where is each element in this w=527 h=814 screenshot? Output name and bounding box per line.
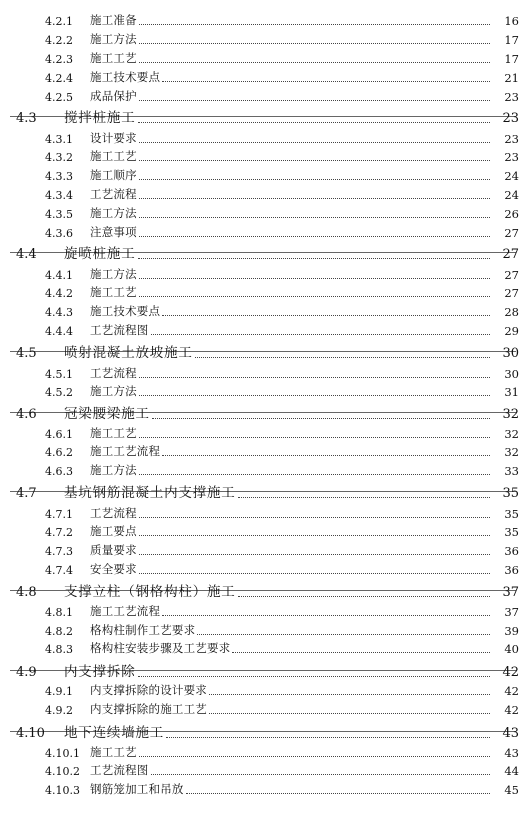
entry-number: 4.8.1 bbox=[45, 606, 73, 619]
dot-leader bbox=[139, 534, 490, 536]
dot-leader bbox=[139, 197, 490, 199]
entry-page-number: 43 bbox=[502, 726, 519, 741]
entry-page-number: 23 bbox=[504, 150, 519, 164]
entry-page-number: 29 bbox=[504, 324, 519, 338]
entry-page-number: 26 bbox=[504, 207, 519, 221]
dot-leader bbox=[151, 773, 491, 775]
entry-title: 内支撑拆除的施工工艺 bbox=[90, 702, 207, 716]
dot-leader bbox=[195, 356, 490, 358]
entry-number: 4.3.3 bbox=[45, 170, 73, 183]
toc-subsection-entry[interactable] bbox=[0, 521, 527, 539]
dot-leader bbox=[139, 277, 490, 279]
entry-number: 4.9.1 bbox=[45, 685, 73, 698]
dot-leader bbox=[139, 159, 490, 161]
dot-leader bbox=[139, 755, 490, 757]
toc-subsection-entry[interactable] bbox=[0, 760, 527, 778]
entry-title: 施工技术要点 bbox=[90, 70, 161, 84]
entry-page-number: 36 bbox=[504, 544, 519, 558]
entry-title: 工艺流程 bbox=[90, 506, 137, 520]
dot-leader bbox=[139, 394, 490, 396]
toc-subsection-entry[interactable] bbox=[0, 503, 527, 521]
toc-subsection-entry[interactable] bbox=[0, 301, 527, 319]
entry-number: 4.6.1 bbox=[45, 428, 73, 441]
dot-leader bbox=[139, 141, 490, 143]
entry-title: 工艺流程图 bbox=[90, 323, 149, 337]
entry-title: 格构柱安装步骤及工艺要求 bbox=[90, 641, 231, 655]
entry-title: 施工方法 bbox=[90, 206, 137, 220]
toc-subsection-entry[interactable] bbox=[0, 184, 527, 202]
dot-leader bbox=[139, 572, 490, 574]
toc-section-entry[interactable] bbox=[0, 660, 527, 680]
entry-number: 4.3 bbox=[16, 111, 37, 126]
entry-title: 施工方法 bbox=[90, 384, 137, 398]
entry-number: 4.2.4 bbox=[45, 72, 73, 85]
dot-leader bbox=[238, 496, 490, 498]
entry-page-number: 32 bbox=[502, 407, 519, 422]
entry-title: 施工方法 bbox=[90, 463, 137, 477]
entry-title: 基坑钢筋混凝土内支撑施工 bbox=[64, 485, 236, 501]
entry-title: 施工方法 bbox=[90, 267, 137, 281]
entry-title: 喷射混凝土放坡施工 bbox=[64, 345, 193, 361]
dot-leader bbox=[162, 614, 490, 616]
entry-title: 施工准备 bbox=[90, 13, 137, 27]
entry-number: 4.7.4 bbox=[45, 564, 73, 577]
entry-title: 施工方法 bbox=[90, 32, 137, 46]
entry-page-number: 17 bbox=[504, 33, 519, 47]
entry-number: 4.8 bbox=[16, 585, 37, 600]
dot-leader bbox=[232, 651, 490, 653]
toc-subsection-entry[interactable] bbox=[0, 165, 527, 183]
entry-number: 4.4.4 bbox=[45, 325, 73, 338]
entry-number: 4.5 bbox=[16, 346, 37, 361]
toc-subsection-entry[interactable] bbox=[0, 363, 527, 381]
entry-number: 4.3.5 bbox=[45, 208, 73, 221]
entry-title: 施工工艺 bbox=[90, 285, 137, 299]
toc-subsection-entry[interactable] bbox=[0, 48, 527, 66]
toc-subsection-entry[interactable] bbox=[0, 86, 527, 104]
entry-page-number: 35 bbox=[502, 486, 519, 501]
toc-subsection-entry[interactable] bbox=[0, 559, 527, 577]
entry-page-number: 30 bbox=[502, 346, 519, 361]
entry-number: 4.7.1 bbox=[45, 508, 73, 521]
toc-subsection-entry[interactable] bbox=[0, 423, 527, 441]
dot-leader bbox=[209, 712, 490, 714]
dot-leader bbox=[166, 736, 490, 738]
dot-leader bbox=[139, 61, 490, 63]
entry-page-number: 30 bbox=[504, 367, 519, 381]
entry-page-number: 35 bbox=[504, 525, 519, 539]
dot-leader bbox=[139, 42, 490, 44]
dot-leader bbox=[162, 314, 490, 316]
entry-number: 4.4 bbox=[16, 247, 37, 262]
entry-number: 4.7 bbox=[16, 486, 37, 501]
entry-title: 施工技术要点 bbox=[90, 304, 161, 318]
toc-subsection-entry[interactable] bbox=[0, 128, 527, 146]
entry-number: 4.2.5 bbox=[45, 91, 73, 104]
entry-number: 4.5.1 bbox=[45, 368, 73, 381]
entry-title: 安全要求 bbox=[90, 562, 137, 576]
entry-page-number: 39 bbox=[504, 624, 519, 638]
dot-leader bbox=[138, 121, 491, 123]
toc-subsection-entry[interactable] bbox=[0, 222, 527, 240]
dot-leader bbox=[162, 80, 490, 82]
entry-title: 施工工艺 bbox=[90, 51, 137, 65]
entry-number: 4.9 bbox=[16, 665, 37, 680]
toc-section-entry[interactable] bbox=[0, 402, 527, 422]
toc-subsection-entry[interactable] bbox=[0, 779, 527, 797]
entry-page-number: 16 bbox=[504, 14, 519, 28]
entry-title: 工艺流程 bbox=[90, 187, 137, 201]
entry-page-number: 23 bbox=[502, 111, 519, 126]
toc-subsection-entry[interactable] bbox=[0, 699, 527, 717]
dot-leader bbox=[139, 178, 490, 180]
toc-subsection-entry[interactable] bbox=[0, 680, 527, 698]
dot-leader bbox=[162, 454, 490, 456]
entry-number: 4.2.3 bbox=[45, 53, 73, 66]
toc-subsection-entry[interactable] bbox=[0, 381, 527, 399]
entry-number: 4.8.2 bbox=[45, 625, 73, 638]
entry-title: 施工工艺流程 bbox=[90, 444, 161, 458]
entry-title: 质量要求 bbox=[90, 543, 137, 557]
entry-number: 4.4.3 bbox=[45, 306, 73, 319]
toc-section-entry[interactable] bbox=[0, 341, 527, 361]
entry-page-number: 42 bbox=[502, 665, 519, 680]
toc-section-entry[interactable] bbox=[0, 481, 527, 501]
toc-subsection-entry[interactable] bbox=[0, 282, 527, 300]
entry-page-number: 24 bbox=[504, 188, 519, 202]
entry-title: 施工顺序 bbox=[90, 168, 137, 182]
toc-subsection-entry[interactable] bbox=[0, 441, 527, 459]
entry-number: 4.10 bbox=[16, 726, 45, 741]
entry-title: 施工工艺 bbox=[90, 426, 137, 440]
entry-number: 4.3.6 bbox=[45, 227, 73, 240]
entry-page-number: 32 bbox=[504, 427, 519, 441]
entry-page-number: 27 bbox=[502, 247, 519, 262]
dot-leader bbox=[139, 436, 490, 438]
entry-number: 4.3.4 bbox=[45, 189, 73, 202]
dot-leader bbox=[139, 235, 490, 237]
dot-leader bbox=[151, 333, 491, 335]
dot-leader bbox=[197, 633, 490, 635]
toc-subsection-entry[interactable] bbox=[0, 203, 527, 221]
entry-page-number: 45 bbox=[504, 783, 519, 797]
toc-section-entry[interactable] bbox=[0, 580, 527, 600]
dot-leader bbox=[139, 516, 490, 518]
dot-leader bbox=[139, 99, 490, 101]
entry-title: 施工工艺 bbox=[90, 149, 137, 163]
entry-page-number: 21 bbox=[504, 71, 519, 85]
entry-page-number: 23 bbox=[504, 90, 519, 104]
entry-title: 成品保护 bbox=[90, 89, 137, 103]
toc-subsection-entry[interactable] bbox=[0, 601, 527, 619]
toc-subsection-entry[interactable] bbox=[0, 264, 527, 282]
toc-subsection-entry[interactable] bbox=[0, 540, 527, 558]
entry-title: 内支撑拆除 bbox=[64, 664, 136, 680]
toc-subsection-entry[interactable] bbox=[0, 10, 527, 28]
entry-number: 4.10.3 bbox=[45, 784, 80, 797]
dot-leader bbox=[139, 473, 490, 475]
dot-leader bbox=[209, 693, 490, 695]
toc-subsection-entry[interactable] bbox=[0, 29, 527, 47]
entry-title: 施工工艺 bbox=[90, 745, 137, 759]
entry-page-number: 27 bbox=[504, 268, 519, 282]
entry-title: 格构柱制作工艺要求 bbox=[90, 623, 196, 637]
entry-title: 施工工艺流程 bbox=[90, 604, 161, 618]
entry-page-number: 35 bbox=[504, 507, 519, 521]
entry-number: 4.5.2 bbox=[45, 386, 73, 399]
dot-leader bbox=[138, 675, 491, 677]
entry-title: 旋喷桩施工 bbox=[64, 246, 136, 262]
toc-subsection-entry[interactable] bbox=[0, 146, 527, 164]
entry-number: 4.9.2 bbox=[45, 704, 73, 717]
entry-page-number: 23 bbox=[504, 132, 519, 146]
dot-leader bbox=[139, 23, 490, 25]
dot-leader bbox=[186, 792, 490, 794]
dot-leader bbox=[139, 216, 490, 218]
entry-page-number: 31 bbox=[504, 385, 519, 399]
entry-title: 冠梁腰梁施工 bbox=[64, 406, 150, 422]
entry-number: 4.4.2 bbox=[45, 287, 73, 300]
entry-number: 4.4.1 bbox=[45, 269, 73, 282]
entry-page-number: 43 bbox=[504, 746, 519, 760]
entry-page-number: 27 bbox=[504, 226, 519, 240]
entry-title: 支撑立柱（钢格构柱）施工 bbox=[64, 584, 236, 600]
toc-subsection-entry[interactable] bbox=[0, 320, 527, 338]
entry-number: 4.6.3 bbox=[45, 465, 73, 478]
toc-section-entry[interactable] bbox=[0, 721, 527, 741]
entry-title: 工艺流程 bbox=[90, 366, 137, 380]
entry-number: 4.7.2 bbox=[45, 526, 73, 539]
dot-leader bbox=[138, 257, 491, 259]
dot-leader bbox=[139, 295, 490, 297]
entry-page-number: 17 bbox=[504, 52, 519, 66]
entry-page-number: 44 bbox=[504, 764, 519, 778]
toc-subsection-entry[interactable] bbox=[0, 620, 527, 638]
entry-page-number: 36 bbox=[504, 563, 519, 577]
toc-subsection-entry[interactable] bbox=[0, 67, 527, 85]
entry-title: 内支撑拆除的设计要求 bbox=[90, 683, 207, 697]
entry-page-number: 37 bbox=[502, 585, 519, 600]
dot-leader bbox=[139, 376, 490, 378]
entry-page-number: 24 bbox=[504, 169, 519, 183]
entry-number: 4.6 bbox=[16, 407, 37, 422]
entry-number: 4.7.3 bbox=[45, 545, 73, 558]
entry-page-number: 37 bbox=[504, 605, 519, 619]
entry-page-number: 27 bbox=[504, 286, 519, 300]
toc-section-entry[interactable] bbox=[0, 106, 527, 126]
toc-subsection-entry[interactable] bbox=[0, 460, 527, 478]
entry-number: 4.3.1 bbox=[45, 133, 73, 146]
entry-number: 4.2.2 bbox=[45, 34, 73, 47]
entry-title: 工艺流程图 bbox=[90, 763, 149, 777]
dot-leader bbox=[139, 553, 490, 555]
entry-number: 4.2.1 bbox=[45, 15, 73, 28]
entry-number: 4.10.2 bbox=[45, 765, 80, 778]
entry-page-number: 40 bbox=[504, 642, 519, 656]
entry-page-number: 32 bbox=[504, 445, 519, 459]
dot-leader bbox=[152, 417, 490, 419]
entry-title: 施工要点 bbox=[90, 524, 137, 538]
entry-title: 搅拌桩施工 bbox=[64, 110, 136, 126]
toc-subsection-entry[interactable] bbox=[0, 742, 527, 760]
toc-subsection-entry[interactable] bbox=[0, 638, 527, 656]
entry-number: 4.10.1 bbox=[45, 747, 80, 760]
entry-title: 钢筋笼加工和吊放 bbox=[90, 782, 184, 796]
entry-page-number: 33 bbox=[504, 464, 519, 478]
toc-section-entry[interactable] bbox=[0, 242, 527, 262]
entry-number: 4.8.3 bbox=[45, 643, 73, 656]
entry-title: 设计要求 bbox=[90, 131, 137, 145]
entry-number: 4.6.2 bbox=[45, 446, 73, 459]
entry-page-number: 28 bbox=[504, 305, 519, 319]
entry-page-number: 42 bbox=[504, 703, 519, 717]
entry-page-number: 42 bbox=[504, 684, 519, 698]
entry-number: 4.3.2 bbox=[45, 151, 73, 164]
entry-title: 注意事项 bbox=[90, 225, 137, 239]
dot-leader bbox=[238, 595, 490, 597]
entry-title: 地下连续墙施工 bbox=[64, 725, 165, 741]
